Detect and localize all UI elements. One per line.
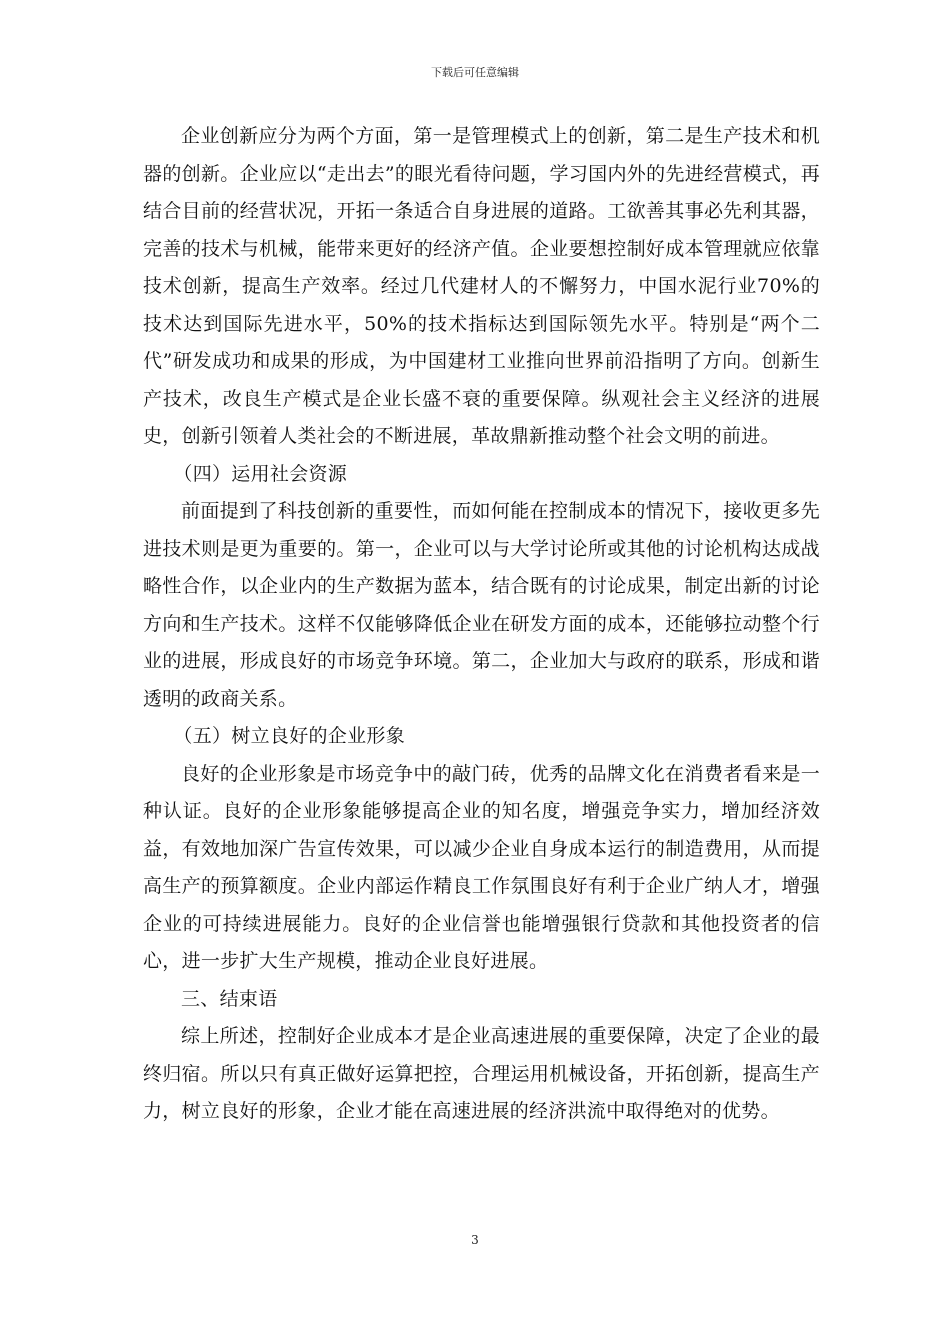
paragraph-conclusion: 综上所述，控制好企业成本才是企业高速进展的重要保障，决定了企业的最终归宿。所以只有真正做好运算把控，合理运用机械设备，开拓创新，提高生产力，树立良好的形象，企业才能在高速进展的经济洪流中取得绝对的优势。 <box>143 1025 820 1122</box>
page-number: 3 <box>471 1233 479 1247</box>
page-header: 下载后可任意编辑 <box>431 66 519 79</box>
document-body <box>143 118 820 1131</box>
paragraph-social-resources: 前面提到了科技创新的重要性，而如何能在控制成本的情况下，接收更多先进技术则是更为重要的。第一，企业可以与大学讨论所或其他的讨论机构达成战略性合作，以企业内的生产数据为蓝本，结合既有的讨论成果，制定出新的讨论方向和生产技术。这样不仅能够降低企业在研发方面的成本，还能够拉动整个行业的进展，形成良好的市场竞争环境。第二，企业加大与政府的联系，形成和谐透明的政商关系。 <box>143 500 820 710</box>
paragraph-corporate-image: 良好的企业形象是市场竞争中的敲门砖，优秀的品牌文化在消费者看来是一种认证。良好的企业形象能够提高企业的知名度，增强竞争实力，增加经济效益，有效地加深广告宣传效果，可以减少企业自身成本运行的制造费用，从而提高生产的预算额度。企业内部运作精良工作氛围良好有利于企业广纳人才，增强企业的可持续进展能力。良好的企业信誉也能增强银行贷款和其他投资者的信心，进一步扩大生产规模，推动企业良好进展。 <box>143 762 820 972</box>
paragraph-innovation: 企业创新应分为两个方面，第一是管理模式上的创新，第二是生产技术和机器的创新。企业应以“走出去”的眼光看待问题，学习国内外的先进经营模式，再结合目前的经营状况，开拓一条适合自身进展的道路。工欲善其事必先利其器，完善的技术与机械，能带来更好的经济产值。企业要想控制好成本管理就应依靠技术创新，提高生产效率。经过几代建材人的不懈努力，中国水泥行业70%的技术达到国际先进水平，50%的技术指标达到国际领先水平。特别是“两个二代”研发成功和成果的形成，为中国建材工业推向世界前沿指明了方向。创新生产技术，改良生产模式是企业长盛不衰的重要保障。纵观社会主义经济的进展史，创新引领着人类社会的不断进展，革故鼎新推动整个社会文明的前进。 <box>143 125 820 447</box>
heading-social-resources: （四）运用社会资源 <box>173 462 348 485</box>
heading-conclusion: 三、结束语 <box>181 987 278 1010</box>
heading-corporate-image: （五）树立良好的企业形象 <box>173 725 405 747</box>
